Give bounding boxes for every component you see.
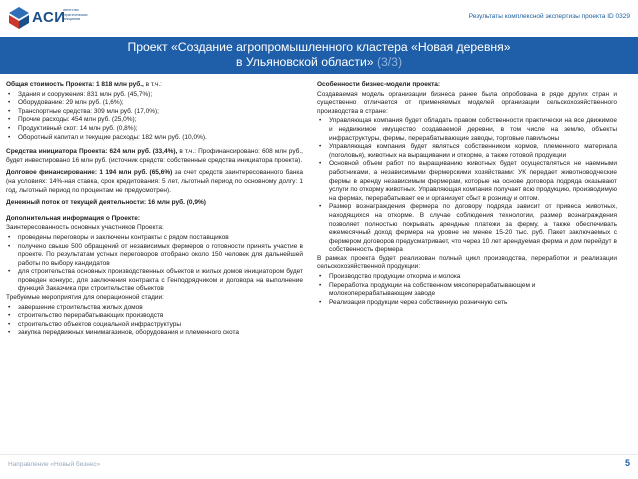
list-item: • Прочие расходы: 454 млн руб. (25,0%); [6,116,303,125]
page-title-line1: Проект «Создание агропромышленного кластера «Новая деревня» [127,40,511,54]
list-item: • Транспортные средства: 309 млн руб. (17,0%); [6,108,303,117]
debt-financing [6,169,303,195]
cycle-list [317,273,617,307]
asi-logo [8,4,88,34]
list-item: • Переработка продукции на собственном мясоперерабатывающем и молокоперерабатывающем заводе [317,282,617,299]
needs-list [6,304,303,338]
extra-info-title: Дополнительная информация о Проекте: [6,214,141,222]
page-title-line2 [0,55,638,70]
debt-financing-label: Долговое финансирование: 1 194 млн руб. (65,6%) [6,169,173,177]
total-cost [6,81,303,90]
debt-financing-text: за счет средств заинтересованного банка (на условиях: 14%-ная ставка, срок кредитования: 5 лет, льготный период по основному долгу: 1 год, льготный период по процентам не предусмотрен). [6,169,304,194]
page-counter: (3/3) [376,55,403,69]
asi-logo-mark-icon [8,6,30,30]
initiator-funds-label: Средства инициатора Проекта: 624 млн руб. (33,4%), [6,148,178,156]
list-item: • Управляющая компания будет обладать правом собственности практически на все движимое и недвижимое имущество создаваемой деревни, в том числе на землю, объекты инфраструктуры, фермы, перерабатывающие заводы, торговые павильоны [317,117,617,143]
cash-flow: Денежный поток от текущей деятельности: 16 млн руб. (0,9%) [6,199,206,207]
list-item: • завершение строительства жилых домов [6,304,303,313]
total-cost-suffix: в т.ч.: [143,81,162,88]
list-item: • Оборудование: 29 млн руб. (1,6%); [6,99,303,108]
initiator-funds [6,148,303,165]
page-number: 5 [624,458,630,468]
footer-direction: Направление «Новый бизнес» [8,461,101,468]
list-item: • Управляющая компания будет являться собственником кормов, племенного материала (поголовья), животных на выращивании и откорме, а также готовой продукции [317,143,617,160]
list-item: • Размер вознаграждения фермера по договору подряда зависит от привеса животных, находящихся на откорме. В случае соблюдения технологии, размер вознаграждения позволяет полностью покрывать арендные платежи за ферму, а также обеспечивать ежемесячный доход фермера на уровне не менее 15-20 тыс. руб. Пакет заключаемых с фермером договоров предусматривает, что через 10 лет арендуемая ферма и дом перейдут в собственность фермера [317,203,617,255]
list-item: • проведены переговоры и заключены контракты с рядом поставщиков [6,234,303,243]
logo-subtitle: агентство стратегических инициатив [63,8,88,21]
list-item: • строительство объектов социальной инфраструктуры [6,321,303,330]
cycle-intro: В рамках проекта будет реализован полный цикл производства, переработки и реализации сельскохозяйственной продукции: [317,254,617,271]
business-model-list [317,117,617,255]
list-item: • Оборотный капитал и текущие расходы: 182 млн руб. (10,0%). [6,134,303,143]
list-item: • Здания и сооружения: 831 млн руб. (45,7%); [6,91,303,100]
business-model-title: Особенности бизнес-модели проекта: [317,81,441,88]
business-model-intro: Создаваемая модель организации бизнеса ранее была опробована в ряде других стран и существенно отличается от применяемых моделей организации сельскохозяйственного производства в стране: [317,90,617,115]
total-cost-label: Общая стоимость Проекта: 1 818 млн руб., [6,81,144,88]
list-item: • Производство продукции откорма и молока [317,273,617,282]
right-column [317,81,617,307]
cost-list [6,91,303,143]
footer-divider [0,454,638,455]
expertise-caption: Результаты комплексной экспертизы проекта ID 0329 [468,13,630,20]
initiator-funds-text: в т.ч.: Профинансировано: 608 млн руб., будет инвестировано 16 млн руб. (источник средств: собственные средства инициатора проекта). [6,148,303,164]
page-title-line2-text: в Ульяновской области» [235,55,374,69]
list-item: • Основной объем работ по выращиванию животных будет осуществляться не наемными работниками, а независимыми фермерскими хозяйствами: УК передает животноводческие фермы в аренду независимым фермерам, которые на основе договора подряда оказывают услуги по откорму животных. Управляющая компания получает всю продукцию, производимую на фермах, перерабатывает ее и организует сбыт в розницу и оптом. [317,160,617,203]
title-band [0,37,638,74]
logo-text: АСИ [32,9,66,26]
needs-title: Требуемые мероприятия для операционной стадии: [6,294,164,302]
list-item: • для строительства основных производственных объектов и жилых домов инициатором будет проведен конкурс, для заключения контракта с Генподрядчиком и договора на выполнение функций Заказчика при строительстве объектов [6,268,303,294]
list-item: • Реализация продукции через собственную розничную сеть [317,299,617,308]
interest-list [6,234,303,294]
list-item: • получено свыше 500 обращений от независимых фермеров о готовности принять участие в проекте. По результатам устных переговоров отобрано около 150 человек для дальнейшей работы по выбору кандидатов [6,243,303,269]
left-column [6,81,303,338]
list-item: • строительство перерабатывающих производств [6,312,303,321]
list-item: • Продуктивный скот: 14 млн руб. (0,8%); [6,125,303,134]
list-item: • закупка передвижных минимагазинов, оборудования и племенного скота [6,329,303,338]
interest-title: Заинтересованность основных участников Проекта: [6,224,164,232]
